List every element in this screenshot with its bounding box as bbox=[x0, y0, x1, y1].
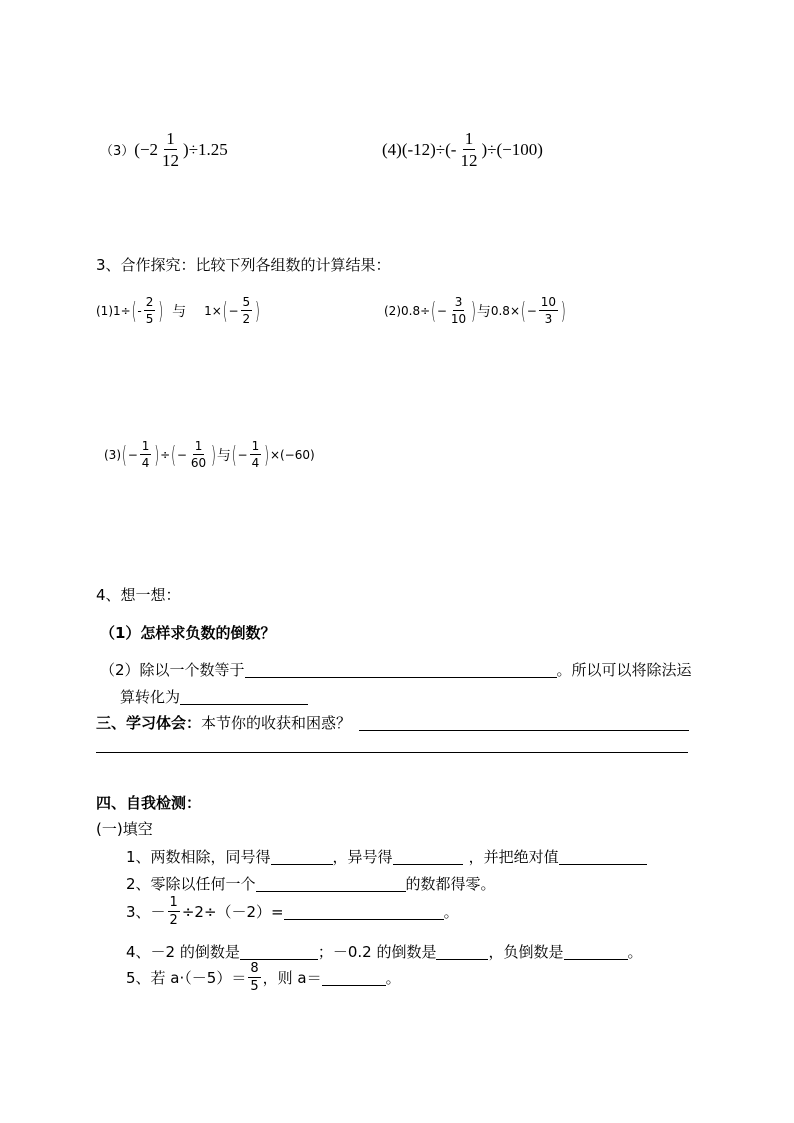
left-paren: ( bbox=[431, 297, 436, 324]
item-3-fraction bbox=[168, 896, 180, 927]
item-1-text-b: ，异号得 bbox=[332, 848, 393, 866]
answer-blank[interactable] bbox=[256, 875, 406, 892]
item-3-text-a: 3、－ bbox=[126, 903, 166, 921]
fraction-denominator: 4 bbox=[141, 456, 150, 470]
question-2-text-a: （2）除以一个数等于 bbox=[100, 661, 245, 679]
fraction-denominator: 12 bbox=[460, 151, 478, 170]
group-1-b-prefix: 1× bbox=[204, 303, 222, 318]
item-5-text-c: 。 bbox=[385, 969, 401, 987]
group-3 bbox=[104, 440, 315, 469]
group-1-b-fraction bbox=[241, 296, 253, 325]
answer-blank[interactable] bbox=[359, 714, 689, 731]
group-2-connector: 与 bbox=[476, 303, 491, 320]
problem-3-suffix: )÷1.25 bbox=[183, 139, 228, 159]
section-4-question-2-cont bbox=[120, 686, 308, 707]
fraction-numerator: 2 bbox=[145, 295, 154, 309]
fraction-numerator: 1 bbox=[194, 439, 203, 453]
reflection-line[interactable] bbox=[96, 752, 688, 753]
group-2-b-sign: − bbox=[526, 303, 537, 318]
fraction-denominator: 12 bbox=[162, 151, 180, 170]
answer-blank[interactable] bbox=[240, 943, 318, 960]
fraction-numerator: 1 bbox=[251, 439, 260, 453]
group-1-a-fraction bbox=[144, 296, 156, 325]
item-2-text-b: 的数都得零。 bbox=[405, 875, 496, 893]
answer-blank[interactable] bbox=[271, 848, 333, 865]
group-1 bbox=[96, 296, 261, 325]
item-5-text-b: ，则 a＝ bbox=[262, 969, 322, 987]
right-paren: ) bbox=[561, 297, 566, 324]
left-paren: ( bbox=[521, 297, 526, 324]
group-1-label: (1) bbox=[96, 303, 113, 318]
left-paren: ( bbox=[131, 297, 137, 324]
right-paren: ) bbox=[471, 297, 476, 324]
item-3-text-c: 。 bbox=[443, 903, 459, 921]
self-test-item-4 bbox=[126, 941, 643, 962]
group-2-a-prefix: 0.8÷ bbox=[401, 303, 431, 318]
problem-4 bbox=[382, 130, 543, 169]
reflection-prompt: 本节你的收获和困惑？ bbox=[201, 714, 352, 732]
fraction-numerator: 1 bbox=[166, 129, 175, 148]
answer-blank[interactable] bbox=[564, 943, 628, 960]
fraction-numerator: 8 bbox=[250, 961, 259, 976]
fraction-numerator: 3 bbox=[454, 295, 463, 309]
answer-blank[interactable] bbox=[559, 848, 647, 865]
reflection-title: 三、学习体会： bbox=[96, 714, 202, 732]
self-test-title: 四、自我检测： bbox=[96, 794, 202, 812]
right-paren: ) bbox=[255, 297, 260, 324]
group-2-a-fraction bbox=[449, 296, 468, 325]
fraction-denominator: 4 bbox=[251, 456, 260, 470]
item-5-text-a: 5、若 a·（－5）＝ bbox=[126, 969, 247, 987]
fraction-numerator: 10 bbox=[540, 295, 557, 309]
fraction-numerator: 1 bbox=[141, 439, 150, 453]
problem-3 bbox=[100, 130, 228, 169]
group-1-b-sign: − bbox=[228, 303, 239, 318]
right-paren: ) bbox=[264, 441, 269, 468]
problem-4-label: (4) bbox=[382, 139, 402, 159]
group-3-c-fraction bbox=[250, 440, 262, 469]
section-3-title: 3、合作探究：比较下列各组数的计算结果： bbox=[96, 256, 391, 274]
group-1-a-prefix: 1÷ bbox=[113, 303, 131, 318]
fraction-denominator: 3 bbox=[544, 312, 553, 326]
group-2 bbox=[384, 296, 567, 325]
group-3-b-fraction bbox=[189, 440, 208, 469]
left-paren: ( bbox=[222, 297, 228, 324]
item-4-text-d: 。 bbox=[627, 943, 643, 961]
item-4-text-b: ；－0.2 的倒数是 bbox=[317, 943, 437, 961]
fraction-denominator: 5 bbox=[145, 312, 154, 326]
self-test-item-1 bbox=[126, 846, 647, 867]
group-3-a-sign: − bbox=[127, 447, 138, 462]
section-4-question-1: （1）怎样求负数的倒数？ bbox=[100, 624, 276, 642]
left-paren: ( bbox=[231, 441, 237, 468]
section-4-question-2 bbox=[100, 659, 692, 680]
section-4-title: 4、想一想： bbox=[96, 586, 181, 604]
answer-blank[interactable] bbox=[284, 903, 444, 920]
group-3-b-sign: − bbox=[176, 447, 187, 462]
group-2-b-fraction bbox=[539, 296, 558, 325]
problem-3-fraction bbox=[160, 130, 181, 169]
right-paren: ) bbox=[211, 441, 216, 468]
problem-4-fraction bbox=[458, 130, 479, 169]
item-3-text-b: ÷2÷（－2）= bbox=[181, 903, 284, 921]
group-2-label: (2) bbox=[384, 303, 401, 318]
item-1-text-a: 1、两数相除，同号得 bbox=[126, 848, 271, 866]
group-3-connector: 与 bbox=[216, 447, 231, 464]
item-4-text-c: ，负倒数是 bbox=[488, 943, 564, 961]
fraction-denominator: 2 bbox=[169, 913, 178, 928]
fraction-denominator: 10 bbox=[450, 312, 467, 326]
self-test-item-2 bbox=[126, 873, 496, 894]
answer-blank[interactable] bbox=[245, 661, 557, 678]
reflection-row bbox=[96, 712, 689, 733]
right-paren: ) bbox=[154, 441, 160, 468]
answer-blank[interactable] bbox=[393, 848, 463, 865]
fraction-denominator: 60 bbox=[190, 456, 207, 470]
question-2-text-b: 。所以可以将除法运 bbox=[556, 661, 692, 679]
right-paren: ) bbox=[158, 297, 164, 324]
fraction-denominator: 5 bbox=[250, 979, 259, 994]
self-test-subtitle: (一)填空 bbox=[96, 820, 153, 838]
group-2-b-prefix: 0.8× bbox=[490, 303, 520, 318]
group-3-label: (3) bbox=[104, 447, 121, 462]
self-test-item-3 bbox=[126, 896, 459, 927]
group-1-connector: 与 bbox=[172, 303, 187, 320]
fraction-numerator: 1 bbox=[464, 129, 474, 148]
group-3-c-sign: − bbox=[237, 447, 248, 462]
item-4-text-a: 4、－2 的倒数是 bbox=[126, 943, 240, 961]
problem-4-suffix: )÷(−100) bbox=[481, 139, 543, 159]
problem-3-label: （3） bbox=[100, 144, 135, 159]
group-1-a-sign: - bbox=[137, 303, 142, 318]
answer-blank[interactable] bbox=[180, 688, 308, 705]
fraction-denominator: 2 bbox=[242, 312, 251, 326]
item-2-text-a: 2、零除以任何一个 bbox=[126, 875, 256, 893]
group-2-a-sign: − bbox=[436, 303, 447, 318]
self-test-item-5 bbox=[126, 962, 401, 993]
fraction-numerator: 1 bbox=[169, 895, 178, 910]
group-3-operator: ÷ bbox=[160, 447, 171, 462]
problem-4-prefix: (-12)÷(- bbox=[401, 139, 457, 159]
left-paren: ( bbox=[171, 441, 176, 468]
question-2-text-c: 算转化为 bbox=[120, 688, 181, 706]
answer-blank[interactable] bbox=[322, 969, 386, 986]
group-3-tail: ×(−60) bbox=[269, 447, 315, 462]
fraction-numerator: 5 bbox=[242, 295, 251, 309]
item-1-text-c: ，并把绝对值 bbox=[468, 848, 559, 866]
problem-3-prefix: (−2 bbox=[134, 139, 159, 159]
answer-blank[interactable] bbox=[436, 943, 488, 960]
item-5-fraction bbox=[248, 962, 260, 993]
group-3-a-fraction bbox=[140, 440, 152, 469]
left-paren: ( bbox=[122, 441, 127, 468]
